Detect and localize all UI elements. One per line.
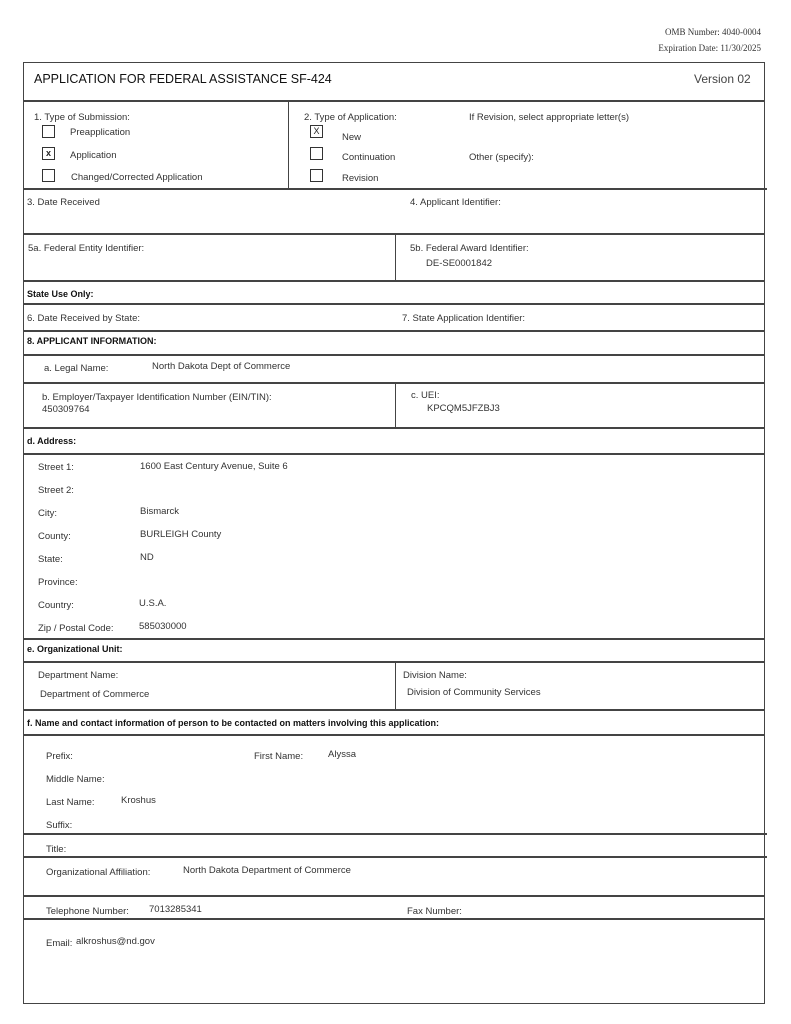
expiration-date: Expiration Date: 11/30/2025 [658, 43, 761, 53]
last-name-value[interactable]: Kroshus [121, 795, 156, 806]
country-label: Country: [38, 600, 74, 611]
federal-award-identifier-label: 5b. Federal Award Identifier: [410, 243, 529, 254]
application-checkbox[interactable]: x [42, 147, 55, 160]
fax-label: Fax Number: [407, 906, 462, 917]
preapplication-label: Preapplication [70, 127, 131, 138]
county-label: County: [38, 531, 71, 542]
middle-name-label: Middle Name: [46, 774, 105, 785]
divider [23, 100, 765, 102]
divider [23, 233, 765, 235]
applicant-identifier-label[interactable]: 4. Applicant Identifier: [410, 197, 501, 208]
divider [395, 662, 396, 709]
divider [23, 661, 765, 663]
date-received-state-label[interactable]: 6. Date Received by State: [27, 313, 141, 324]
application-type-label: 2. Type of Application: [304, 112, 397, 123]
divider [288, 101, 289, 189]
divider [395, 383, 396, 427]
street1-label: Street 1: [38, 462, 74, 473]
title-label: Title: [46, 844, 67, 855]
province-label: Province: [38, 577, 78, 588]
state-application-identifier-label[interactable]: 7. State Application Identifier: [402, 313, 526, 324]
divider [23, 330, 765, 332]
continuation-checkbox[interactable] [310, 147, 323, 160]
org-unit-heading: e. Organizational Unit: [27, 644, 123, 654]
zip-label: Zip / Postal Code: [38, 623, 114, 634]
first-name-label: First Name: [254, 751, 304, 762]
divider [23, 638, 765, 640]
divider [23, 856, 767, 858]
legal-name-value[interactable]: North Dakota Dept of Commerce [152, 361, 291, 372]
divider [23, 734, 765, 736]
divider [23, 303, 765, 305]
suffix-label: Suffix: [46, 820, 73, 831]
continuation-label: Continuation [342, 152, 396, 163]
email-label: Email: [46, 938, 73, 949]
preapplication-checkbox[interactable] [42, 125, 55, 138]
zip-value[interactable]: 585030000 [139, 621, 187, 632]
ein-value[interactable]: 450309764 [42, 404, 90, 415]
telephone-label: Telephone Number: [46, 906, 129, 917]
federal-entity-identifier-label[interactable]: 5a. Federal Entity Identifier: [28, 243, 145, 254]
address-heading: d. Address: [27, 436, 77, 446]
email-value[interactable]: alkroshus@nd.gov [76, 936, 155, 947]
state-use-heading: State Use Only: [27, 289, 94, 299]
street2-label: Street 2: [38, 485, 74, 496]
affiliation-label: Organizational Affiliation: [46, 867, 151, 878]
department-name-value[interactable]: Department of Commerce [40, 689, 150, 700]
city-label: City: [38, 508, 57, 519]
sf424-form [23, 62, 765, 1004]
divider [23, 453, 765, 455]
street1-value[interactable]: 1600 East Century Avenue, Suite 6 [140, 461, 288, 472]
state-label: State: [38, 554, 63, 565]
divider [23, 427, 765, 429]
first-name-value[interactable]: Alyssa [328, 749, 356, 760]
city-value[interactable]: Bismarck [140, 506, 180, 517]
date-received-label[interactable]: 3. Date Received [27, 197, 100, 208]
form-version: Version 02 [694, 72, 751, 86]
prefix-label: Prefix: [46, 751, 73, 762]
changed-corrected-label: Changed/Corrected Application [71, 172, 203, 183]
divider [23, 354, 765, 356]
application-label: Application [70, 150, 117, 161]
divider [23, 188, 767, 190]
divider [23, 280, 765, 282]
state-value[interactable]: ND [140, 552, 154, 563]
revision-checkbox[interactable] [310, 169, 323, 182]
omb-number: OMB Number: 4040-0004 [665, 27, 761, 37]
county-value[interactable]: BURLEIGH County [140, 529, 222, 540]
divider [23, 709, 765, 711]
telephone-value[interactable]: 7013285341 [149, 904, 202, 915]
other-specify-label: Other (specify): [469, 152, 534, 163]
ein-label: b. Employer/Taxpayer Identification Number (EIN/TIN): [42, 392, 272, 403]
applicant-info-heading: 8. APPLICANT INFORMATION: [27, 336, 157, 346]
divider [23, 382, 765, 384]
uei-value[interactable]: KPCQM5JFZBJ3 [427, 403, 500, 414]
form-title: APPLICATION FOR FEDERAL ASSISTANCE SF-424 [34, 72, 332, 86]
federal-award-identifier-value[interactable]: DE-SE0001842 [426, 258, 493, 269]
contact-heading: f. Name and contact information of person to be contacted on matters involving this application: [27, 718, 440, 728]
new-label: New [342, 132, 362, 143]
affiliation-value[interactable]: North Dakota Department of Commerce [183, 865, 351, 876]
divider [23, 895, 765, 897]
new-checkbox[interactable]: X [310, 125, 323, 138]
changed-corrected-checkbox[interactable] [42, 169, 55, 182]
department-name-label: Department Name: [38, 670, 119, 681]
country-value[interactable]: U.S.A. [139, 598, 167, 609]
division-name-value[interactable]: Division of Community Services [407, 687, 541, 698]
divider [23, 833, 767, 835]
legal-name-label: a. Legal Name: [44, 363, 109, 374]
divider [23, 918, 765, 920]
divider [395, 234, 396, 280]
submission-type-label: 1. Type of Submission: [34, 112, 130, 123]
revision-label: Revision [342, 173, 379, 184]
uei-label: c. UEI: [411, 390, 440, 401]
division-name-label: Division Name: [403, 670, 467, 681]
last-name-label: Last Name: [46, 797, 95, 808]
revision-letters-label: If Revision, select appropriate letter(s) [469, 112, 629, 123]
